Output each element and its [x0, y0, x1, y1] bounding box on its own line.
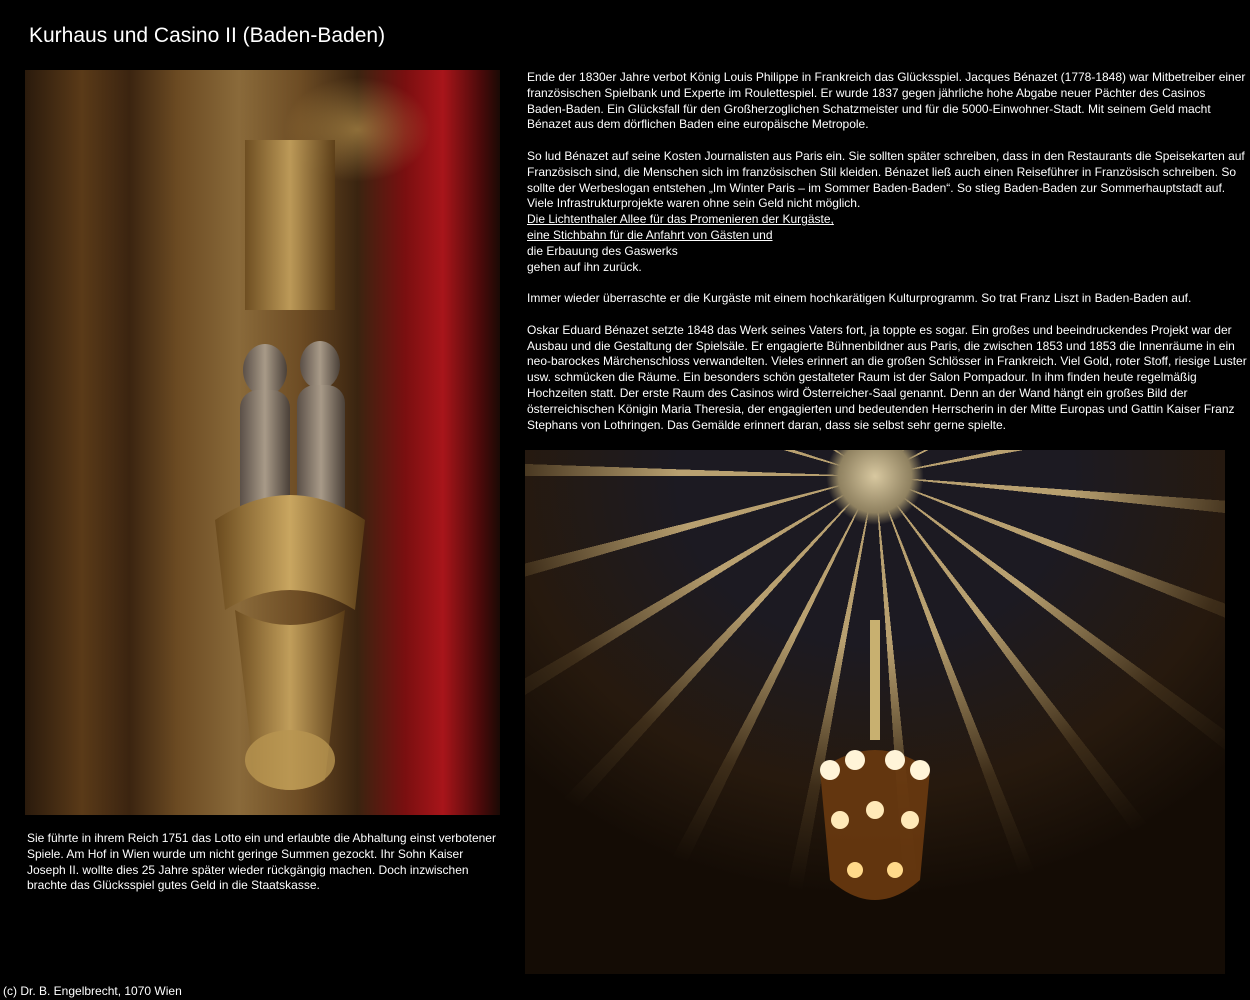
- intro-paragraph-4: Oskar Eduard Bénazet setzte 1848 das Werk seines Vaters fort, ja toppte es sogar. Ein großes und beeindruckendes Projekt war der Ausbau und die Gestaltung der Spielsäle. Er engagierte Bühnenbildner aus Paris, die zwischen 1853 und 1853 die Innenräume in ein neo-barockes Märchenschloss verwandelten. Vieles erinnert an die großen Schlösser in Frankreich. Viel Gold, roter Stoff, riesige Luster usw. schmücken die Räume. Ein besonders schön gestalteter Raum ist der Salon Pompadour. In ihm finden heute regelmäßig Hochzeiten statt. Der erste Raum des Casinos wird Österreicher-Saal genannt. Denn an der Wand hängt ein großes Bild der österreichischen Königin Maria Theresia, der engagierten und bedeutenden Herrscherin in der Mitte Europas und Gattin Kaiser Franz Stephans von Lothringen. Das Gemälde erinnert daran, dass sie selbst sehr gerne spielte.: [527, 322, 1247, 432]
- copyright-notice: (c) Dr. B. Engelbrecht, 1070 Wien: [3, 984, 182, 998]
- intro-paragraph-3: Immer wieder überraschte er die Kurgäste mit einem hochkarätigen Kulturprogramm. So trat Franz Liszt in Baden-Baden auf.: [527, 291, 1192, 306]
- chandelier-dome-photo[interactable]: [525, 450, 1225, 974]
- intro-text: [527, 70, 1247, 449]
- intro-paragraph-2-text: So lud Bénazet auf seine Kosten Journalisten aus Paris ein. Sie sollten später schreiben, dass in den Restaurants die Speisekarten auf Französisch sind, die Menschen sich im französischen Stil kleiden. Bénazet ließ auch einen Reiseführer in Französisch schreiben. So sollte der Werbeslogan entstehen „Im Winter Paris – im Sommer Baden-Baden“. So stieg Baden-Baden zur Sommerhauptstadt auf. Viele Infrastrukturprojekte waren ohne sein Geld nicht möglich.: [527, 148, 1245, 211]
- chandelier-illustration: [810, 620, 940, 940]
- photo-caption: [27, 831, 497, 910]
- zurueck-line: gehen auf ihn zurück.: [527, 259, 642, 274]
- gaswerk-line: die Erbauung des Gaswerks: [527, 243, 678, 258]
- intro-paragraph-1: Ende der 1830er Jahre verbot König Louis Philippe in Frankreich das Glücksspiel. Jacques Bénazet (1778-1848) war Mitbetreiber einer französischen Spielbank und Experte im Roulettespiel. Er wurde 1837 gegen jährliche hohe Abgabe neuer Pächter des Casinos Baden-Baden. Ein Glücksfall für den Großherzoglichen Schatzmeister und für die 5000-Einwohner-Stadt. Mit seinem Geld macht Bénazet aus dem dörflichen Baden eine europäische Metropole.: [527, 70, 1246, 132]
- stichbahn-link[interactable]: eine Stichbahn für die Anfahrt von Gästen und: [527, 227, 773, 242]
- lichtenthaler-allee-link[interactable]: Die Lichtenthaler Allee für das Promenieren der Kurgäste,: [527, 212, 834, 227]
- caryatid-sculpture-illustration: [195, 140, 385, 800]
- caption-text: Sie führte in ihrem Reich 1751 das Lotto ein und erlaubte die Abhaltung einst verbotener Spiele. Am Hof in Wien wurde um nicht geringe Summen gezockt. Ihr Sohn Kaiser Joseph II. wollte dies 25 Jahre später wieder rückgängig machen. Doch inzwischen brachte das Glücksspiel gutes Geld in die Staatskasse.: [27, 831, 496, 893]
- caryatid-photo[interactable]: [25, 70, 500, 815]
- page-title: Kurhaus und Casino II (Baden-Baden): [29, 24, 386, 47]
- intro-paragraph-2: [527, 149, 1247, 275]
